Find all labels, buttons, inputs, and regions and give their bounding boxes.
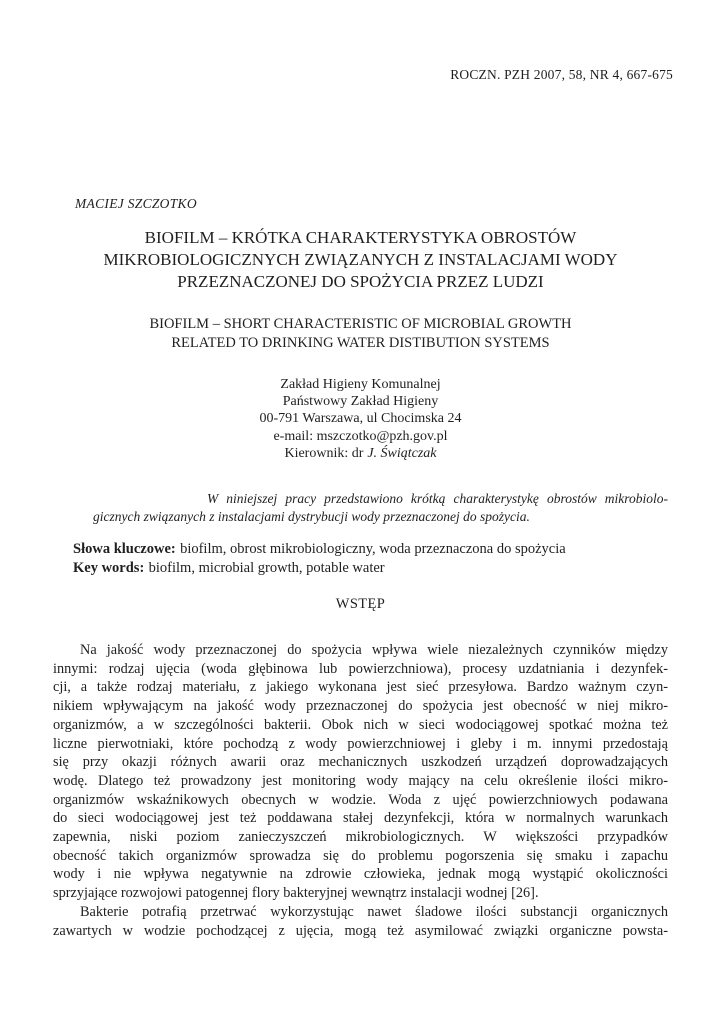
paragraph-line: cji, a także rodzaj materiału, z jakiego wykonana jest sieć przesyłowa. Bardzo ważnym czyn-: [53, 679, 668, 696]
affiliation-head: [53, 445, 668, 462]
paragraph-line: wody i nie wpływa negatywnie na zdrowie człowieka, jednak mogą wystąpić okoliczności: [53, 866, 668, 883]
paragraph-line: organizmów wskaźnikowych obecnych w wodzie. Woda z ujęć powierzchniowych podawana: [53, 791, 668, 808]
body-text: [53, 641, 668, 940]
paragraph-line: innymi: rodzaj ujęcia (woda głębinowa lub powierzchniowa), procesy uzdatniania i dezynfek-: [53, 660, 668, 677]
title-line: BIOFILM – KRÓTKA CHARAKTERYSTYKA OBROSTÓW: [144, 228, 577, 247]
paragraph-line: zapewnia, niski poziom zanieczyszczeń mikrobiologicznych. W większości przypadków: [53, 829, 668, 846]
paragraph-line: liczne pierwotniaki, które pochodzą z wody powierzchniowej i gleby i m. innymi przedostają: [53, 735, 668, 752]
paragraph-line: do sieci wodociągowej jest też poddawana stałej dezynfekcji, która w normalnych warunkach: [53, 810, 668, 827]
keywords-english: [73, 559, 668, 578]
title-line: MIKROBIOLOGICZNYCH ZWIĄZANYCH Z INSTALACJAMI WODY: [103, 250, 618, 269]
affiliation-department: Zakład Higieny Komunalnej: [280, 377, 441, 392]
article-title-english: [53, 315, 668, 352]
abstract-line: W niniejszej pracy przedstawiono krótką charakterystykę obrostów mikrobiolo-: [207, 491, 668, 506]
keywords-polish: [73, 540, 668, 559]
title-line: BIOFILM – SHORT CHARACTERISTIC OF MICROBIAL GROWTH: [149, 316, 572, 332]
affiliation-head-name: J. Świątczak: [367, 445, 437, 461]
keywords-english-label: Key words:: [73, 560, 145, 576]
paragraph-line: organizmów, a w szczególności bakterii. Obok nich w sieci wodociągowej spotkać można też: [53, 716, 668, 733]
paragraph-line: wodę. Dlatego też prowadzony jest monitoring wody mający na celu określenie ilości mikro-: [53, 772, 668, 789]
journal-reference: ROCZN. PZH 2007, 58, NR 4, 667-675: [450, 67, 673, 82]
abstract: [93, 490, 668, 526]
abstract-line: gicznych związanych z instalacjami dystrybucji wody przeznaczonej do spożycia.: [93, 509, 530, 524]
paragraph-line: obecność takich organizmów sprowadza się do problemu pogorszenia się smaku i zapachu: [53, 847, 668, 864]
title-line: RELATED TO DRINKING WATER DISTIBUTION SYSTEMS: [171, 334, 550, 351]
title-line: PRZEZNACZONEJ DO SPOŻYCIA PRZEZ LUDZI: [177, 272, 544, 291]
keywords-english-text: biofilm, microbial growth, potable water: [148, 560, 385, 576]
section-heading-wstep: WSTĘP: [335, 596, 386, 612]
keywords-block: [73, 540, 668, 578]
author-name: MACIEJ SZCZOTKO: [75, 196, 197, 211]
paragraph-line: zawartych w wodzie pochodzącej z ujęcia, mogą też asymilować związki organiczne powsta-: [53, 922, 668, 939]
paragraph-line: sprzyjające rozwojowi patogennej flory bakteryjnej wewnątrz instalacji wodnej [26].: [53, 885, 539, 902]
affiliation-address: 00-791 Warszawa, ul Chocimska 24: [259, 411, 462, 427]
paragraph-line: nikiem wpływającym na jakość wody przeznaczonej do spożycia jest obecność w niej mikro-: [53, 698, 668, 715]
keywords-polish-label: Słowa kluczowe:: [73, 541, 176, 557]
affiliation-head-label: Kierownik: dr: [284, 445, 364, 461]
affiliation-block: [53, 376, 668, 462]
paragraph-line: Na jakość wody przeznaczonej do spożycia wpływa wiele niezależnych czynników między: [80, 642, 668, 658]
paragraph-line: się przy okazji różnych awarii oraz mechanicznych uszkodzeń urządzeń doprowadzających: [53, 754, 668, 771]
paragraph-line: Bakterie potrafią przetrwać wykorzystując nawet śladowe ilości substancji organicznych: [80, 903, 668, 920]
affiliation-institute: Państwowy Zakład Higieny: [282, 394, 439, 410]
keywords-polish-text: biofilm, obrost mikrobiologiczny, woda przeznaczona do spożycia: [180, 541, 566, 557]
affiliation-email: e-mail: mszczotko@pzh.gov.pl: [273, 428, 448, 444]
article-title-polish: [53, 227, 668, 293]
